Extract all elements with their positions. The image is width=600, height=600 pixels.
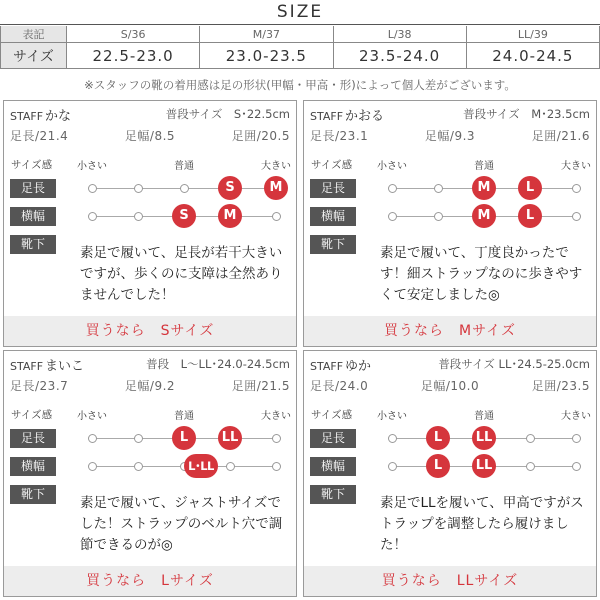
staff-header bbox=[310, 105, 590, 123]
scale-label-small: 小さい bbox=[77, 411, 107, 422]
usual-size: 普段 L～LL･24.0-24.5cm bbox=[146, 357, 290, 371]
size-range-m: 23.0-23.5 bbox=[200, 43, 333, 69]
size-marker: LL bbox=[218, 426, 242, 450]
fit-row-label: 横幅 bbox=[10, 207, 56, 226]
usual-size: 普段サイズ M･23.5cm bbox=[463, 107, 590, 121]
measurement: 足囲/23.5 bbox=[531, 379, 590, 393]
fit-row bbox=[304, 203, 596, 229]
size-marker: M bbox=[218, 204, 242, 228]
scale-dot bbox=[88, 184, 97, 193]
measurement: 足幅/10.0 bbox=[420, 379, 480, 393]
staff-comment: 素足で履いて、丁度良かったです！細ストラップなのに歩きやすくて安定しました◎ bbox=[380, 245, 583, 303]
measurement: 足囲/21.5 bbox=[231, 379, 290, 393]
fit-row-label: 横幅 bbox=[310, 457, 356, 476]
scale-dot bbox=[572, 184, 581, 193]
size-marker: LL bbox=[472, 426, 496, 450]
size-table-header-label: 表記 bbox=[1, 26, 67, 43]
size-table bbox=[0, 26, 600, 69]
fit-note: ※スタッフの靴の着用感は足の形状(甲幅・甲高・形)によって個人差がございます。 bbox=[84, 78, 516, 92]
fit-row bbox=[304, 453, 596, 479]
staff-card bbox=[303, 350, 597, 597]
size-marker: L bbox=[518, 204, 542, 228]
size-recommendation: 買うなら Lサイズ bbox=[4, 566, 296, 596]
scale-dot bbox=[226, 462, 235, 471]
size-recommendation: 買うなら Sサイズ bbox=[4, 316, 296, 346]
fit-row bbox=[4, 425, 296, 451]
scale-dot bbox=[434, 184, 443, 193]
scale-label-large: 大きい bbox=[261, 411, 291, 422]
scale-label-small: 小さい bbox=[377, 411, 407, 422]
size-feel-label: サイズ感 bbox=[11, 409, 53, 421]
scale-label-normal: 普通 bbox=[174, 161, 194, 172]
scale-dot bbox=[134, 212, 143, 221]
fit-row bbox=[4, 453, 296, 479]
staff-card bbox=[3, 100, 297, 347]
scale-label-small: 小さい bbox=[77, 161, 107, 172]
measurement: 足幅/9.2 bbox=[124, 379, 176, 393]
size-range-l: 23.5-24.0 bbox=[333, 43, 466, 69]
fit-row-label: 足長 bbox=[10, 429, 56, 448]
foot-measurements bbox=[10, 377, 290, 394]
foot-measurements bbox=[310, 377, 590, 394]
fit-row-label: 靴下 bbox=[10, 235, 56, 254]
scale-dot bbox=[134, 434, 143, 443]
scale-dot bbox=[388, 434, 397, 443]
scale-dot bbox=[572, 212, 581, 221]
size-range-ll: 24.0-24.5 bbox=[466, 43, 599, 69]
scale-dot bbox=[272, 462, 281, 471]
size-feel-label: サイズ感 bbox=[11, 159, 53, 171]
scale-dot bbox=[526, 434, 535, 443]
staff-name: かな bbox=[45, 109, 72, 124]
usual-size: 普段サイズ LL･24.5-25.0cm bbox=[438, 357, 590, 371]
scale-dot bbox=[388, 184, 397, 193]
fit-row-label: 足長 bbox=[310, 179, 356, 198]
size-recommendation: 買うなら Mサイズ bbox=[304, 316, 596, 346]
page-title: SIZE bbox=[276, 2, 324, 22]
foot-measurements bbox=[310, 127, 590, 144]
fit-row bbox=[4, 175, 296, 201]
staff-header bbox=[310, 355, 590, 373]
fit-row-label: 横幅 bbox=[310, 207, 356, 226]
size-table-row-label: サイズ bbox=[1, 43, 67, 69]
scale-dot bbox=[572, 462, 581, 471]
size-marker: S bbox=[172, 204, 196, 228]
size-code-l: L/38 bbox=[333, 26, 466, 43]
scale-label-normal: 普通 bbox=[174, 411, 194, 422]
fit-row-label: 横幅 bbox=[10, 457, 56, 476]
staff-header bbox=[10, 105, 290, 123]
scale-header bbox=[304, 407, 596, 421]
fit-row bbox=[4, 203, 296, 229]
staff-comment: 素足で履いて、ジャストサイズでした！ストラップのベルト穴で調節できるのが◎ bbox=[80, 495, 283, 553]
size-marker: M bbox=[472, 176, 496, 200]
scale-dot bbox=[134, 462, 143, 471]
scale-dot bbox=[572, 434, 581, 443]
size-marker: L bbox=[518, 176, 542, 200]
scale-label-normal: 普通 bbox=[474, 161, 494, 172]
measurement: 足長/24.0 bbox=[310, 379, 369, 393]
measurement: 足長/23.1 bbox=[310, 129, 369, 143]
staff-tag: STAFF bbox=[310, 110, 344, 123]
measurement: 足幅/9.3 bbox=[424, 129, 476, 143]
fit-row-label: 靴下 bbox=[310, 485, 356, 504]
measurement: 足囲/21.6 bbox=[531, 129, 590, 143]
scale-dot bbox=[272, 212, 281, 221]
title-divider bbox=[0, 24, 600, 25]
scale-dot bbox=[388, 462, 397, 471]
scale-dot bbox=[88, 212, 97, 221]
size-table-header-row bbox=[1, 26, 600, 43]
scale-header bbox=[4, 407, 296, 421]
size-marker: L･LL bbox=[184, 454, 218, 478]
size-marker: L bbox=[426, 426, 450, 450]
size-marker: M bbox=[472, 204, 496, 228]
staff-comment: 素足でLLを履いて、甲高ですがストラップを調整したら履けました！ bbox=[380, 495, 584, 553]
fit-row-label: 靴下 bbox=[310, 235, 356, 254]
staff-tag: STAFF bbox=[310, 360, 344, 373]
fit-row bbox=[304, 425, 596, 451]
scale-dot bbox=[526, 462, 535, 471]
foot-measurements bbox=[10, 127, 290, 144]
fit-row bbox=[304, 175, 596, 201]
scale-header bbox=[304, 157, 596, 171]
size-marker: L bbox=[426, 454, 450, 478]
size-feel-label: サイズ感 bbox=[311, 159, 353, 171]
staff-comment: 素足で履いて、足長が若干大きいですが、歩くのに支障は全然ありませんでした！ bbox=[80, 245, 283, 303]
scale-label-small: 小さい bbox=[377, 161, 407, 172]
scale-label-normal: 普通 bbox=[474, 411, 494, 422]
size-marker: L bbox=[172, 426, 196, 450]
scale-label-large: 大きい bbox=[561, 161, 591, 172]
scale-dot bbox=[434, 212, 443, 221]
scale-label-large: 大きい bbox=[561, 411, 591, 422]
size-table-value-row bbox=[1, 43, 600, 69]
size-code-ll: LL/39 bbox=[466, 26, 599, 43]
measurement: 足長/23.7 bbox=[10, 379, 69, 393]
measurement: 足囲/20.5 bbox=[231, 129, 290, 143]
scale-dot bbox=[134, 184, 143, 193]
size-feel-label: サイズ感 bbox=[311, 409, 353, 421]
scale-dot bbox=[180, 184, 189, 193]
usual-size: 普段サイズ S･22.5cm bbox=[165, 107, 290, 121]
staff-tag: STAFF bbox=[10, 360, 44, 373]
size-code-m: M/37 bbox=[200, 26, 333, 43]
measurement: 足長/21.4 bbox=[10, 129, 69, 143]
size-marker: LL bbox=[472, 454, 496, 478]
staff-tag: STAFF bbox=[10, 110, 44, 123]
fit-row-label: 足長 bbox=[310, 429, 356, 448]
staff-header bbox=[10, 355, 290, 373]
fit-row-label: 足長 bbox=[10, 179, 56, 198]
size-marker: M bbox=[264, 176, 288, 200]
scale-dot bbox=[388, 212, 397, 221]
staff-name: ゆか bbox=[345, 359, 372, 374]
staff-card bbox=[3, 350, 297, 597]
staff-name: かおる bbox=[345, 109, 385, 124]
staff-name: まいこ bbox=[45, 359, 85, 374]
fit-row-label: 靴下 bbox=[10, 485, 56, 504]
scale-header bbox=[4, 157, 296, 171]
size-range-s: 22.5-23.0 bbox=[67, 43, 200, 69]
scale-dot bbox=[88, 434, 97, 443]
size-recommendation: 買うなら LLサイズ bbox=[304, 566, 596, 596]
scale-label-large: 大きい bbox=[261, 161, 291, 172]
size-marker: S bbox=[218, 176, 242, 200]
scale-dot bbox=[272, 434, 281, 443]
staff-card bbox=[303, 100, 597, 347]
size-code-s: S/36 bbox=[67, 26, 200, 43]
measurement: 足幅/8.5 bbox=[124, 129, 176, 143]
scale-dot bbox=[88, 462, 97, 471]
